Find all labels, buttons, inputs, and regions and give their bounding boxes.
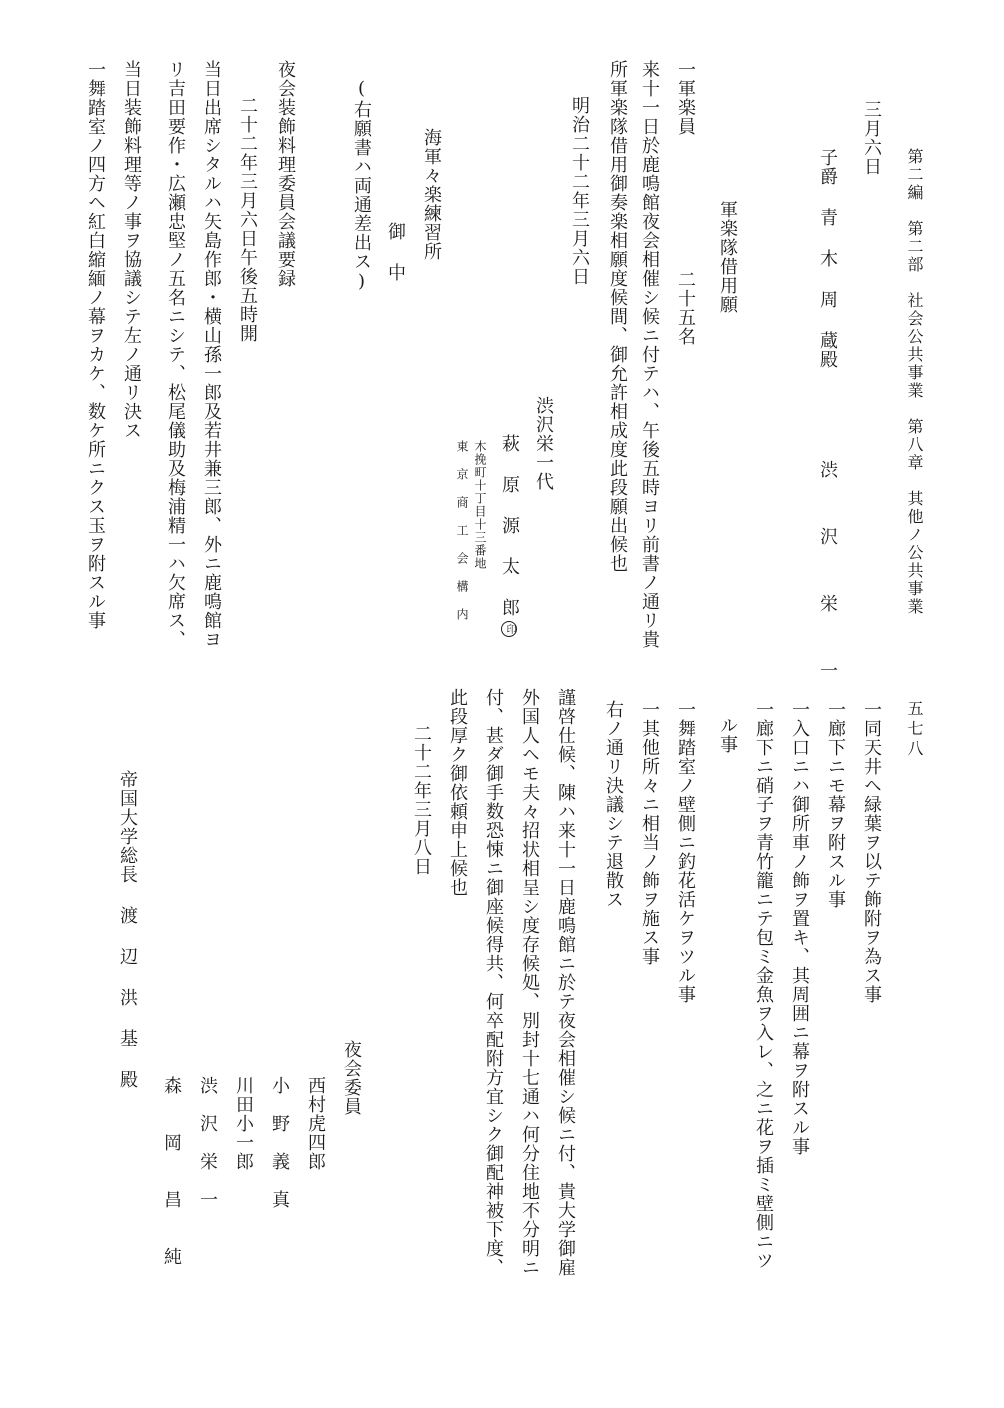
item-count: 二十五名 (675, 270, 696, 346)
attendance-line-2: リ吉田要作・広瀬忠堅ノ五名ニシテ、松尾儀助及梅浦精一ハ欠席ス、 (165, 60, 186, 649)
address-line-2: 東 京 商 工 会 構 内 (455, 440, 469, 621)
item-band-members: 一軍楽員 (675, 60, 696, 136)
committee-member-4: 渋 沢 栄 一 (197, 1076, 218, 1209)
committee-member-3: 川田小一郎 (233, 1076, 254, 1171)
addressee-aoki: 子爵 青 木 周 蔵殿 (817, 148, 838, 369)
note-two-copies: (右願書ハ両通差出ス) (351, 78, 372, 293)
request-body-line-2: 所軍楽隊借用御奏楽相願度候間、御允許相成度此段願出候也 (607, 60, 628, 573)
agenda-line: 当日装飾料理等ノ事ヲ協議シテ左ノ通リ決ス (121, 60, 142, 440)
letter-date: 二十二年三月八日 (411, 724, 432, 876)
decision-item-5: 一廊下ニ硝子ヲ青竹籠ニテ包ミ金魚ヲ入レ、之ニ花ヲ插ミ壁側ニツ (753, 700, 774, 1270)
recipient-navy-band-school: 海軍々楽練習所 (421, 128, 442, 261)
date-march-6: 三月六日 (861, 100, 882, 176)
letter-line-2: 外国人ヘモ夫々招状相呈シ度存候処、別封十七通ハ何分住地不分明ニ (519, 688, 540, 1277)
committee-member-1: 西村虎四郎 (305, 1076, 326, 1171)
signature-shibusawa-dai: 渋沢栄一代 (533, 396, 554, 491)
decision-item-5-cont: ル事 (717, 716, 738, 754)
seal-stamp: 印 (501, 621, 517, 637)
signature-hagiwara (500, 434, 518, 637)
decision-item-4: 一入口ニハ御所車ノ飾ヲ置キ、其周囲ニ幕ヲ附スル事 (789, 700, 810, 1156)
letter-line-1: 謹啓仕候、陳ハ来十一日鹿鳴館ニ於テ夜会相催シ候ニ付、貴大学御雇 (555, 688, 576, 1277)
address-line-1: 木挽町十丁目十三番地 (473, 440, 487, 570)
decision-item-3: 一廊下ニモ幕ヲ附スル事 (825, 700, 846, 909)
letter-line-4: 此段厚ク御依頼申上候也 (447, 688, 468, 897)
decision-item-1: 一舞踏室ノ四方ヘ紅白縮緬ノ幕ヲカケ、数ケ所ニクス玉ヲ附スル事 (85, 60, 106, 630)
request-title: 軍楽隊借用願 (717, 200, 738, 314)
committee-member-2: 小 野 義 真 (269, 1076, 290, 1209)
hagiwara-name: 萩 原 源 太 郎 (499, 434, 520, 617)
recipient-onchu: 御 中 (385, 222, 406, 282)
request-body-line-1: 来十一日於鹿鳴館夜会相催シ候ニ付テハ、午後五時ヨリ前書ノ通リ貴 (639, 60, 660, 649)
minutes-date: 二十二年三月六日午後五時開 (237, 96, 258, 343)
page-number: 五七八 (905, 700, 924, 760)
committee-member-5: 森 岡 昌 純 (161, 1076, 182, 1266)
decision-item-6: 一舞踏室ノ壁側ニ釣花活ケヲツル事 (675, 700, 696, 1004)
letter-line-3: 付、甚ダ御手数恐悚ニ御座候得共、何卒配附方宜シク御配神被下度、 (483, 688, 504, 1277)
signature-shibusawa: 渋 沢 栄 一 (817, 460, 838, 693)
closing-line: 右ノ通リ決議シテ退散ス (603, 700, 624, 909)
request-date: 明治二十二年三月六日 (569, 96, 590, 286)
running-title: 第二編 第二部 社会公共事業 第八章 其他ノ公共事業 (905, 148, 924, 616)
decision-item-2: 一同天井ヘ緑葉ヲ以テ飾附ヲ為ス事 (861, 700, 882, 1004)
addressee-watanabe: 帝国大学総長 渡 辺 洪 基 殿 (117, 770, 138, 1089)
decision-item-7: 一其他所々ニ相当ノ飾ヲ施ス事 (639, 700, 660, 966)
minutes-title: 夜会装飾料理委員会議要録 (275, 60, 296, 288)
attendance-line-1: 当日出席シタルハ矢島作郎・横山孫一郎及若井兼三郎、外ニ鹿鳴館ヨ (201, 60, 222, 649)
committee-label: 夜会委員 (341, 1040, 362, 1116)
